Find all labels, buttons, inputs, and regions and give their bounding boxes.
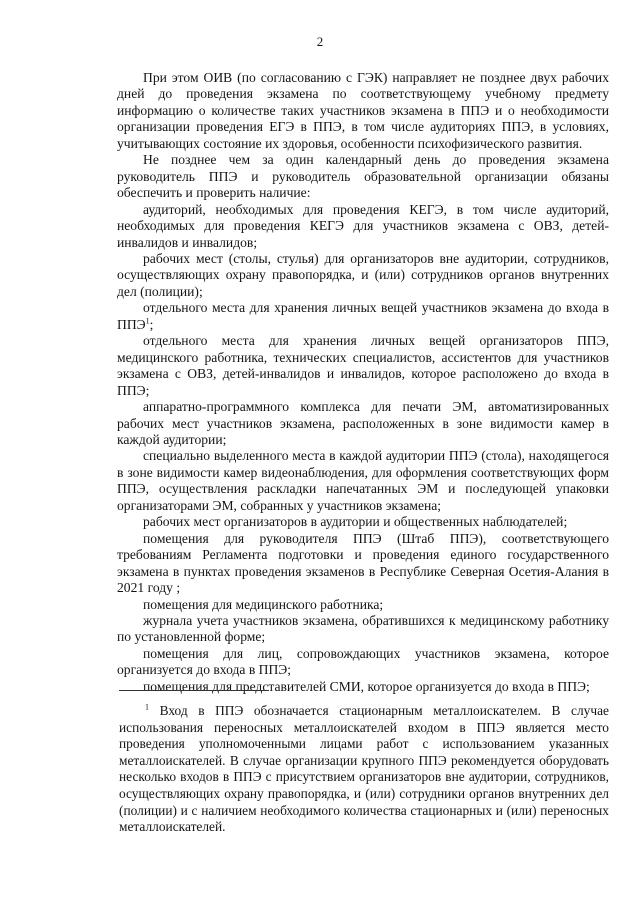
paragraph: При этом ОИВ (по согласованию с ГЭК) направляет не позднее двух рабочих дней до проведения экзамена по соответствующему учебному предмету информацию о количестве таких участников экзамена в ППЭ и о необходимости организации проведения ЕГЭ в ППЭ, в том числе аудиториях ППЭ, в условиях, учитывающих состояние их здоровья, особенности психофизического развития. xyxy=(117,70,609,151)
paragraph: аппаратно-программного комплекса для печати ЭМ, автоматизированных рабочих мест участников экзамена, расположенных в зоне видимости камер в каждой аудитории; xyxy=(117,399,609,447)
paragraph: журнала учета участников экзамена, обратившихся к медицинскому работнику по установленной форме; xyxy=(117,612,609,645)
paragraph: помещения для медицинского работника; xyxy=(143,596,384,612)
paragraph: рабочих мест (столы, стулья) для организаторов вне аудитории, сотрудников, осуществляющих охрану правопорядка, и (или) сотрудников органов внутренних дел (полиции); xyxy=(117,250,609,299)
footnote-separator xyxy=(119,690,269,691)
footnote-paragraph xyxy=(119,703,609,836)
paragraph: Не позднее чем за один календарный день до проведения экзамена руководитель ППЭ и руководитель образовательной организации обязаны обеспечить и проверить наличие: xyxy=(117,152,609,201)
body-text xyxy=(117,70,609,695)
paragraph: аудиторий, необходимых для проведения КЕГЭ, в том числе аудиторий, необходимых для проведения КЕГЭ для участников экзамена с ОВЗ, детей-инвалидов и инвалидов; xyxy=(117,201,609,250)
paragraph: помещения для лиц, сопровождающих участников экзамена, которое организуется до входа в ППЭ; xyxy=(117,645,609,678)
footnote xyxy=(119,703,609,836)
paragraph: помещения для руководителя ППЭ (Штаб ППЭ), соответствующего требованиям Регламента подготовки и проведения единого государственного экзамена в пунктах проведения экзаменов в Республике Северная Осетия-Алания в 2021 году ; xyxy=(117,530,609,596)
footnote-reference[interactable]: 1 xyxy=(145,316,150,326)
paragraph-with-footnote-ref xyxy=(117,300,609,333)
footnote-text: Вход в ППЭ обозначается стационарным металлоискателем. В случае использования переносных металлоискателей входом в ППЭ является место проведения уполномоченными лицами работ с использованием указанных металлоискателей. В случае организации крупного ППЭ рекомендуется оборудовать несколько входов в ППЭ с присутствием организаторов вне аудитории, сотрудников, осуществляющих охрану правопорядка, и (или) сотрудники органов внутренних дел (полиции) и с наличием необходимого количества стационарных и (или) переносных металлоискателей. xyxy=(119,703,609,835)
paragraph-text: отдельного места для хранения личных вещей участников экзамена до входа в ППЭ xyxy=(117,300,609,332)
paragraph: отдельного места для хранения личных вещей организаторов ППЭ, медицинского работника, технических специалистов, ассистентов для участников экзамена с ОВЗ, детей-инвалидов и инвалидов, которое расположено до входа в ППЭ; xyxy=(117,333,609,398)
paragraph: рабочих мест организаторов в аудитории и общественных наблюдателей; xyxy=(143,514,568,530)
paragraph: специально выделенного места в каждой аудитории ППЭ (стола), находящегося в зоне видимости камер видеонаблюдения, для оформления соответствующих форм ППЭ, осуществления раскладки напечатанных ЭМ и последующей упаковки организаторами ЭМ, собранных у участников экзамена; xyxy=(117,448,609,513)
paragraph: помещения для представителей СМИ, которое организуется до входа в ППЭ; xyxy=(143,678,590,694)
paragraph-punctuation: ; xyxy=(149,316,154,332)
page-number: 2 xyxy=(316,34,324,49)
footnote-marker: 1 xyxy=(145,702,149,712)
